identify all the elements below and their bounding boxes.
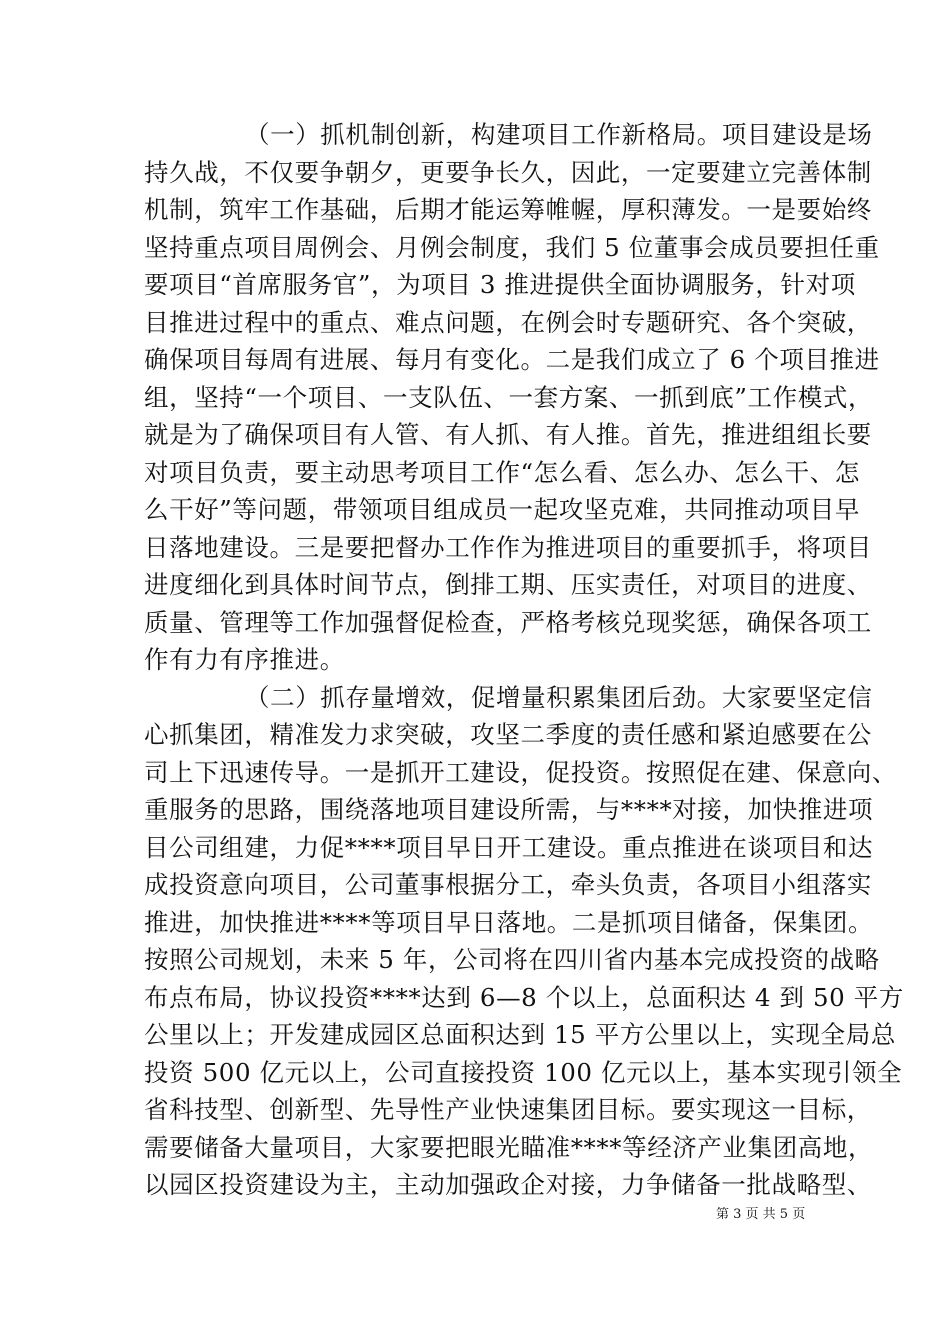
paragraph-line: 按照公司规划，未来 5 年，公司将在四川省内基本完成投资的战略 (144, 945, 880, 974)
paragraph-line: 目推进过程中的重点、难点问题，在例会时专题研究、各个突破， (144, 308, 872, 337)
paragraph-line: 省科技型、创新型、先导性产业快速集团目标。要实现这一目标， (144, 1095, 872, 1124)
paragraph-line: 以园区投资建设为主，主动加强政企对接，力争储备一批战略型、 (144, 1170, 872, 1199)
paragraph-line: 对项目负责，要主动思考项目工作“怎么看、怎么办、怎么干、怎 (144, 458, 860, 487)
paragraph-line: 推进，加快推进****等项目早日落地。二是抓项目储备，保集团。 (144, 908, 874, 937)
paragraph-line: 目公司组建，力促****项目早日开工建设。重点推进在谈项目和达 (144, 833, 874, 862)
paragraph-line: 心抓集团，精准发力求突破，攻坚二季度的责任感和紧迫感要在公 (144, 720, 872, 749)
paragraph-line: 司上下迅速传导。一是抓开工建设，促投资。按照促在建、保意向、 (144, 758, 897, 787)
paragraph-line: （二）抓存量增效，促增量积累集团后劲。大家要坚定信 (245, 683, 873, 712)
paragraph-line: 布点布局，协议投资****达到 6—8 个以上，总面积达 4 到 50 平方 (144, 983, 904, 1012)
paragraph-line: 就是为了确保项目有人管、有人抓、有人推。首先，推进组组长要 (144, 420, 872, 449)
paragraph-line: 作有力有序推进。 (144, 645, 345, 674)
paragraph-line: 坚持重点项目周例会、月例会制度，我们 5 位董事会成员要担任重 (144, 233, 880, 262)
page-number: 第 3 页 共 5 页 (716, 1207, 806, 1222)
paragraph-line: 需要储备大量项目，大家要把眼光瞄准****等经济产业集团高地， (144, 1133, 874, 1162)
paragraph-line: 组，坚持“一个项目、一支队伍、一套方案、一抓到底”工作模式， (144, 383, 874, 412)
paragraph-line: 公里以上；开发建成园区总面积达到 15 平方公里以上，实现全局总 (144, 1020, 896, 1049)
paragraph-line: 日落地建设。三是要把督办工作作为推进项目的重要抓手，将项目 (144, 533, 872, 562)
paragraph-line: 机制，筑牢工作基础，后期才能运筹帷幄，厚积薄发。一是要始终 (144, 195, 872, 224)
paragraph-line: 要项目“首席服务官”，为项目 3 推进提供全面协调服务，针对项 (144, 270, 856, 299)
paragraph-line: （一）抓机制创新，构建项目工作新格局。项目建设是场 (245, 120, 873, 149)
paragraph-line: 持久战，不仅要争朝夕，更要争长久，因此，一定要建立完善体制 (144, 158, 872, 187)
paragraph-line: 质量、管理等工作加强督促检查，严格考核兑现奖惩，确保各项工 (144, 608, 872, 637)
paragraph-line: 么干好”等问题，带领项目组成员一起攻坚克难，共同推动项目早 (144, 495, 860, 524)
paragraph-line: 确保项目每周有进展、每月有变化。二是我们成立了 6 个项目推进 (144, 345, 880, 374)
paragraph-line: 成投资意向项目，公司董事根据分工，牵头负责，各项目小组落实 (144, 870, 872, 899)
paragraph-line: 投资 500 亿元以上，公司直接投资 100 亿元以上，基本实现引领全 (144, 1058, 903, 1087)
paragraph-line: 重服务的思路，围绕落地项目建设所需，与****对接，加快推进项 (144, 795, 874, 824)
paragraph-line: 进度细化到具体时间节点，倒排工期、压实责任，对项目的进度、 (144, 570, 872, 599)
